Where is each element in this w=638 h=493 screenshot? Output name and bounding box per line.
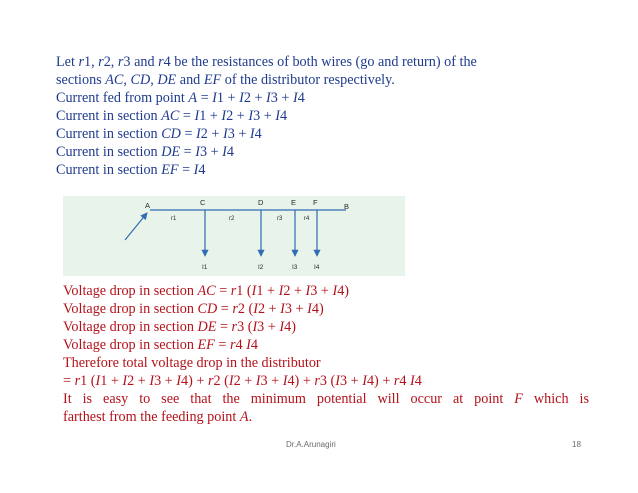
text-run: 2 + — [257, 301, 281, 317]
text-run: A — [239, 409, 249, 425]
text-run: 4) + — [366, 373, 394, 389]
text-run: 4 — [226, 144, 234, 160]
resistance-label-r4: r4 — [304, 216, 310, 222]
text-run: I — [307, 301, 312, 317]
text-run: 4 — [297, 90, 305, 106]
text-run: sections — [56, 72, 106, 88]
text-run: EF — [203, 72, 222, 88]
text-run: 3 ( — [237, 319, 253, 335]
text-run: 1 + — [199, 108, 222, 124]
text-run: I — [266, 90, 271, 106]
current-ac-line — [56, 107, 596, 125]
text-run: r — [314, 373, 320, 389]
text-run: CD — [130, 72, 151, 88]
text-run: I — [332, 283, 338, 299]
current-fed-line — [56, 89, 596, 107]
text-run: AC — [105, 72, 124, 88]
text-run: I — [195, 144, 200, 160]
text-run: I — [253, 301, 258, 317]
text-run: r — [230, 283, 237, 299]
text-run: A — [188, 90, 198, 106]
text-run: , — [123, 72, 131, 88]
text-run: I — [194, 108, 200, 124]
resistance-label-r2: r2 — [229, 216, 235, 222]
text-run: = — [180, 144, 196, 160]
text-run: I — [305, 283, 311, 299]
distributor-diagram-svg — [63, 196, 405, 276]
text-run: I — [248, 108, 254, 124]
text-run: = — [216, 319, 232, 335]
resistance-label-r1: r1 — [171, 216, 177, 222]
text-run: EF — [161, 162, 179, 178]
text-run: I — [335, 373, 341, 389]
text-run: farthest from the feeding point — [63, 409, 240, 425]
text-run: I — [410, 373, 415, 389]
text-run: CD — [161, 126, 181, 142]
text-run: 2 ( — [237, 301, 254, 317]
text-run: AC — [161, 108, 180, 124]
intro-line-2 — [56, 71, 596, 89]
text-run: Current in section — [56, 162, 162, 178]
text-run: DE — [161, 144, 181, 160]
text-run: I — [122, 373, 128, 389]
text-run: I — [95, 373, 101, 389]
text-run: I — [196, 126, 201, 142]
text-run: I — [246, 337, 251, 353]
text-run: 4 — [399, 373, 411, 389]
text-run: = — [179, 108, 195, 124]
text-run: Current in section — [56, 108, 162, 124]
node-label-b: B — [344, 202, 350, 211]
current-label-i3: I3 — [292, 264, 298, 271]
text-run: I — [282, 373, 288, 389]
text-run: = — [214, 337, 230, 353]
text-run: 2 + — [200, 126, 223, 142]
node-label-c: C — [200, 198, 206, 207]
text-run: r — [232, 301, 238, 317]
text-run: , — [150, 72, 158, 88]
text-run: I — [251, 283, 257, 299]
text-run: 2 + — [233, 373, 256, 389]
text-run: I — [252, 319, 258, 335]
voltage-drop-text-block — [63, 282, 589, 426]
distributor-diagram — [63, 196, 405, 276]
text-run: 3 and — [123, 54, 159, 70]
node-label-d: D — [258, 198, 264, 207]
text-run: = — [63, 373, 75, 389]
text-run: 1 ( — [80, 373, 96, 389]
text-run: = — [178, 162, 194, 178]
text-run: I — [279, 319, 285, 335]
text-run: 4 — [254, 126, 262, 142]
text-run: Voltage drop in section — [63, 301, 198, 317]
text-run: 3 + — [154, 373, 177, 389]
text-run: Current fed from point — [56, 90, 189, 106]
text-run: r — [98, 54, 104, 70]
text-run: 3 + — [227, 126, 250, 142]
drop-ef-line — [63, 336, 589, 354]
text-run: 2 + — [283, 283, 306, 299]
text-run: I — [278, 283, 284, 299]
text-run: I — [222, 126, 228, 142]
text-run: of the distributor respectively. — [221, 72, 395, 88]
text-run: Let — [56, 54, 79, 70]
text-run: I — [221, 108, 227, 124]
text-run: I — [239, 90, 244, 106]
text-run: . — [248, 409, 253, 425]
text-run: = — [197, 90, 213, 106]
current-label-i4: I4 — [314, 264, 320, 271]
text-run: 4 — [235, 337, 247, 353]
text-run: 4) + — [181, 373, 208, 389]
text-run: Current in section — [56, 126, 162, 142]
text-run: I — [149, 373, 155, 389]
text-run: = — [217, 301, 233, 317]
drop-cd-line — [63, 300, 589, 318]
text-run: 1, — [83, 54, 99, 70]
node-label-f: F — [313, 198, 318, 207]
text-run: I — [228, 373, 234, 389]
text-run: DE — [197, 319, 217, 335]
text-run: Voltage drop in section — [63, 283, 198, 299]
text-run: 1 + — [216, 90, 240, 106]
text-run: I — [362, 373, 367, 389]
text-run: r — [393, 373, 400, 389]
resistance-label-r3: r3 — [277, 216, 283, 222]
text-run: 4) — [284, 319, 296, 335]
text-run: = — [215, 283, 231, 299]
text-run: EF — [197, 337, 215, 353]
text-run: CD — [197, 301, 218, 317]
text-run: F — [514, 391, 523, 407]
text-run: 1 + — [100, 373, 123, 389]
text-run: r — [231, 319, 238, 335]
text-run: = — [180, 126, 197, 142]
text-run: 2 + — [127, 373, 150, 389]
text-run: 4 — [250, 337, 258, 353]
text-run: r — [158, 54, 164, 70]
text-run: I — [255, 373, 261, 389]
footer-author: Dr.A.Arunagiri — [286, 440, 336, 449]
text-run: I — [193, 162, 199, 178]
text-run: I — [292, 90, 298, 106]
text-run: It is easy to see that the minimum potential will occur at point — [63, 391, 515, 407]
node-label-a: A — [145, 201, 151, 210]
drop-ac-line — [63, 282, 589, 300]
current-ef-line — [56, 161, 596, 179]
text-run: 3 + — [260, 373, 283, 389]
current-de-line — [56, 143, 596, 161]
text-run: 1 ( — [236, 283, 252, 299]
text-run: 4) — [337, 283, 350, 299]
intro-text-block — [56, 53, 596, 179]
text-run: which is — [522, 391, 589, 407]
page-number: 18 — [572, 440, 581, 449]
text-run: 1 + — [256, 283, 279, 299]
text-run: 3 + — [284, 301, 308, 317]
text-run: 3 + — [253, 108, 276, 124]
text-run: DE — [157, 72, 177, 88]
text-run: AC — [197, 283, 216, 299]
text-run: 4 — [198, 162, 206, 178]
text-run: 4) — [311, 301, 324, 317]
text-run: I — [249, 126, 255, 142]
text-run: Voltage drop in section — [63, 319, 198, 335]
text-run: I — [212, 90, 217, 106]
text-run: Current in section — [56, 144, 162, 160]
text-run: 3 + — [257, 319, 280, 335]
text-run: 3 ( — [319, 373, 336, 389]
text-run: 3 + — [270, 90, 293, 106]
text-run: Voltage drop in section — [63, 337, 198, 353]
text-run: r — [117, 54, 124, 70]
text-run: 3 + — [340, 373, 363, 389]
text-run: 4 — [414, 373, 422, 389]
text-run: 3 + — [199, 144, 223, 160]
text-run: 2, — [103, 54, 118, 70]
farthest-point-line — [63, 408, 589, 426]
total-drop-heading: Therefore total voltage drop in the distributor — [63, 355, 321, 371]
text-run: 3 + — [310, 283, 333, 299]
text-run: 2 + — [226, 108, 249, 124]
minimum-potential-line — [63, 390, 589, 408]
text-run: I — [176, 373, 182, 389]
text-run: r — [207, 373, 214, 389]
current-cd-line — [56, 125, 596, 143]
node-label-e: E — [291, 198, 297, 207]
text-run: r — [74, 373, 81, 389]
text-run: and — [176, 72, 204, 88]
total-drop-equation — [63, 372, 589, 390]
text-run: 4 be the resistances of both wires (go and return) of the — [163, 54, 477, 70]
feed-arrow — [125, 213, 147, 240]
text-run: 4) + — [287, 373, 315, 389]
text-run: 2 ( — [213, 373, 229, 389]
text-run: r — [229, 337, 236, 353]
text-run: 2 + — [243, 90, 267, 106]
text-run: 4 — [280, 108, 288, 124]
intro-line-1 — [56, 53, 596, 71]
drop-de-line — [63, 318, 589, 336]
current-label-i1: I1 — [202, 264, 208, 271]
text-run: I — [222, 144, 227, 160]
text-run: I — [275, 108, 280, 124]
current-label-i2: I2 — [258, 264, 264, 271]
text-run: I — [280, 301, 285, 317]
text-run: r — [78, 54, 84, 70]
